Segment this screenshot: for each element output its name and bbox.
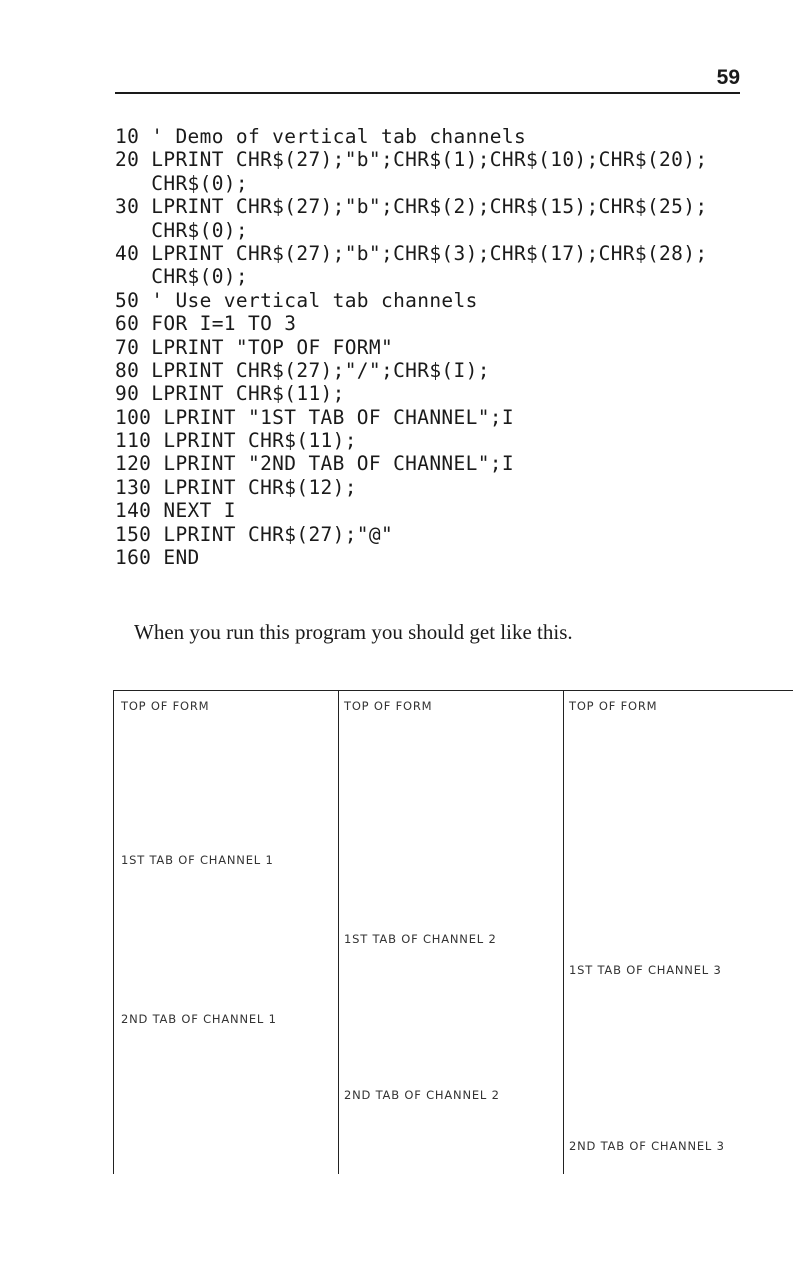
printer-output-illustration xyxy=(113,690,793,1174)
code-line: CHR$(0); xyxy=(115,218,248,242)
basic-code-listing xyxy=(115,125,707,569)
code-line: 40 LPRINT CHR$(27);"b";CHR$(3);CHR$(17);CHR$(28); xyxy=(115,241,708,265)
page-separator-line xyxy=(563,690,564,1174)
top-of-form-label: TOP OF FORM xyxy=(121,699,210,713)
code-line: 160 END xyxy=(115,546,200,570)
page-separator-line xyxy=(113,690,114,1174)
first-tab-label: 1ST TAB OF CHANNEL 1 xyxy=(121,853,274,867)
code-line: 30 LPRINT CHR$(27);"b";CHR$(2);CHR$(15);CHR$(25); xyxy=(115,195,708,219)
second-tab-label: 2ND TAB OF CHANNEL 1 xyxy=(121,1012,277,1026)
first-tab-label: 1ST TAB OF CHANNEL 2 xyxy=(344,932,497,946)
top-of-form-label: TOP OF FORM xyxy=(344,699,433,713)
code-line: CHR$(0); xyxy=(115,265,248,289)
code-line: 150 LPRINT CHR$(27);"@" xyxy=(115,522,394,546)
code-line: 10 ' Demo of vertical tab channels xyxy=(115,125,527,148)
code-line: 80 LPRINT CHR$(27);"/";CHR$(I); xyxy=(115,358,490,382)
header-rule xyxy=(115,92,740,94)
paper-top-edge xyxy=(113,690,793,691)
code-line: 70 LPRINT "TOP OF FORM" xyxy=(115,335,394,359)
code-line: 140 NEXT I xyxy=(115,499,236,523)
caption: When you run this program you should get like this. xyxy=(134,620,573,644)
code-line: 130 LPRINT CHR$(12); xyxy=(115,475,357,499)
top-of-form-label: TOP OF FORM xyxy=(569,699,658,713)
code-line: 110 LPRINT CHR$(11); xyxy=(115,429,357,453)
second-tab-label: 2ND TAB OF CHANNEL 2 xyxy=(344,1088,500,1102)
first-tab-label: 1ST TAB OF CHANNEL 3 xyxy=(569,963,722,977)
code-line: 100 LPRINT "1ST TAB OF CHANNEL";I xyxy=(115,405,514,429)
page-separator-line xyxy=(338,690,339,1174)
code-line: 20 LPRINT CHR$(27);"b";CHR$(1);CHR$(10);CHR$(20); xyxy=(115,148,708,172)
code-line: 60 FOR I=1 TO 3 xyxy=(115,312,297,336)
page-number: 59 xyxy=(716,66,740,89)
code-line: 50 ' Use vertical tab channels xyxy=(115,288,478,312)
code-line: 90 LPRINT CHR$(11); xyxy=(115,382,345,406)
code-line: 120 LPRINT "2ND TAB OF CHANNEL";I xyxy=(115,452,514,476)
code-line: CHR$(0); xyxy=(115,171,248,195)
second-tab-label: 2ND TAB OF CHANNEL 3 xyxy=(569,1139,725,1153)
